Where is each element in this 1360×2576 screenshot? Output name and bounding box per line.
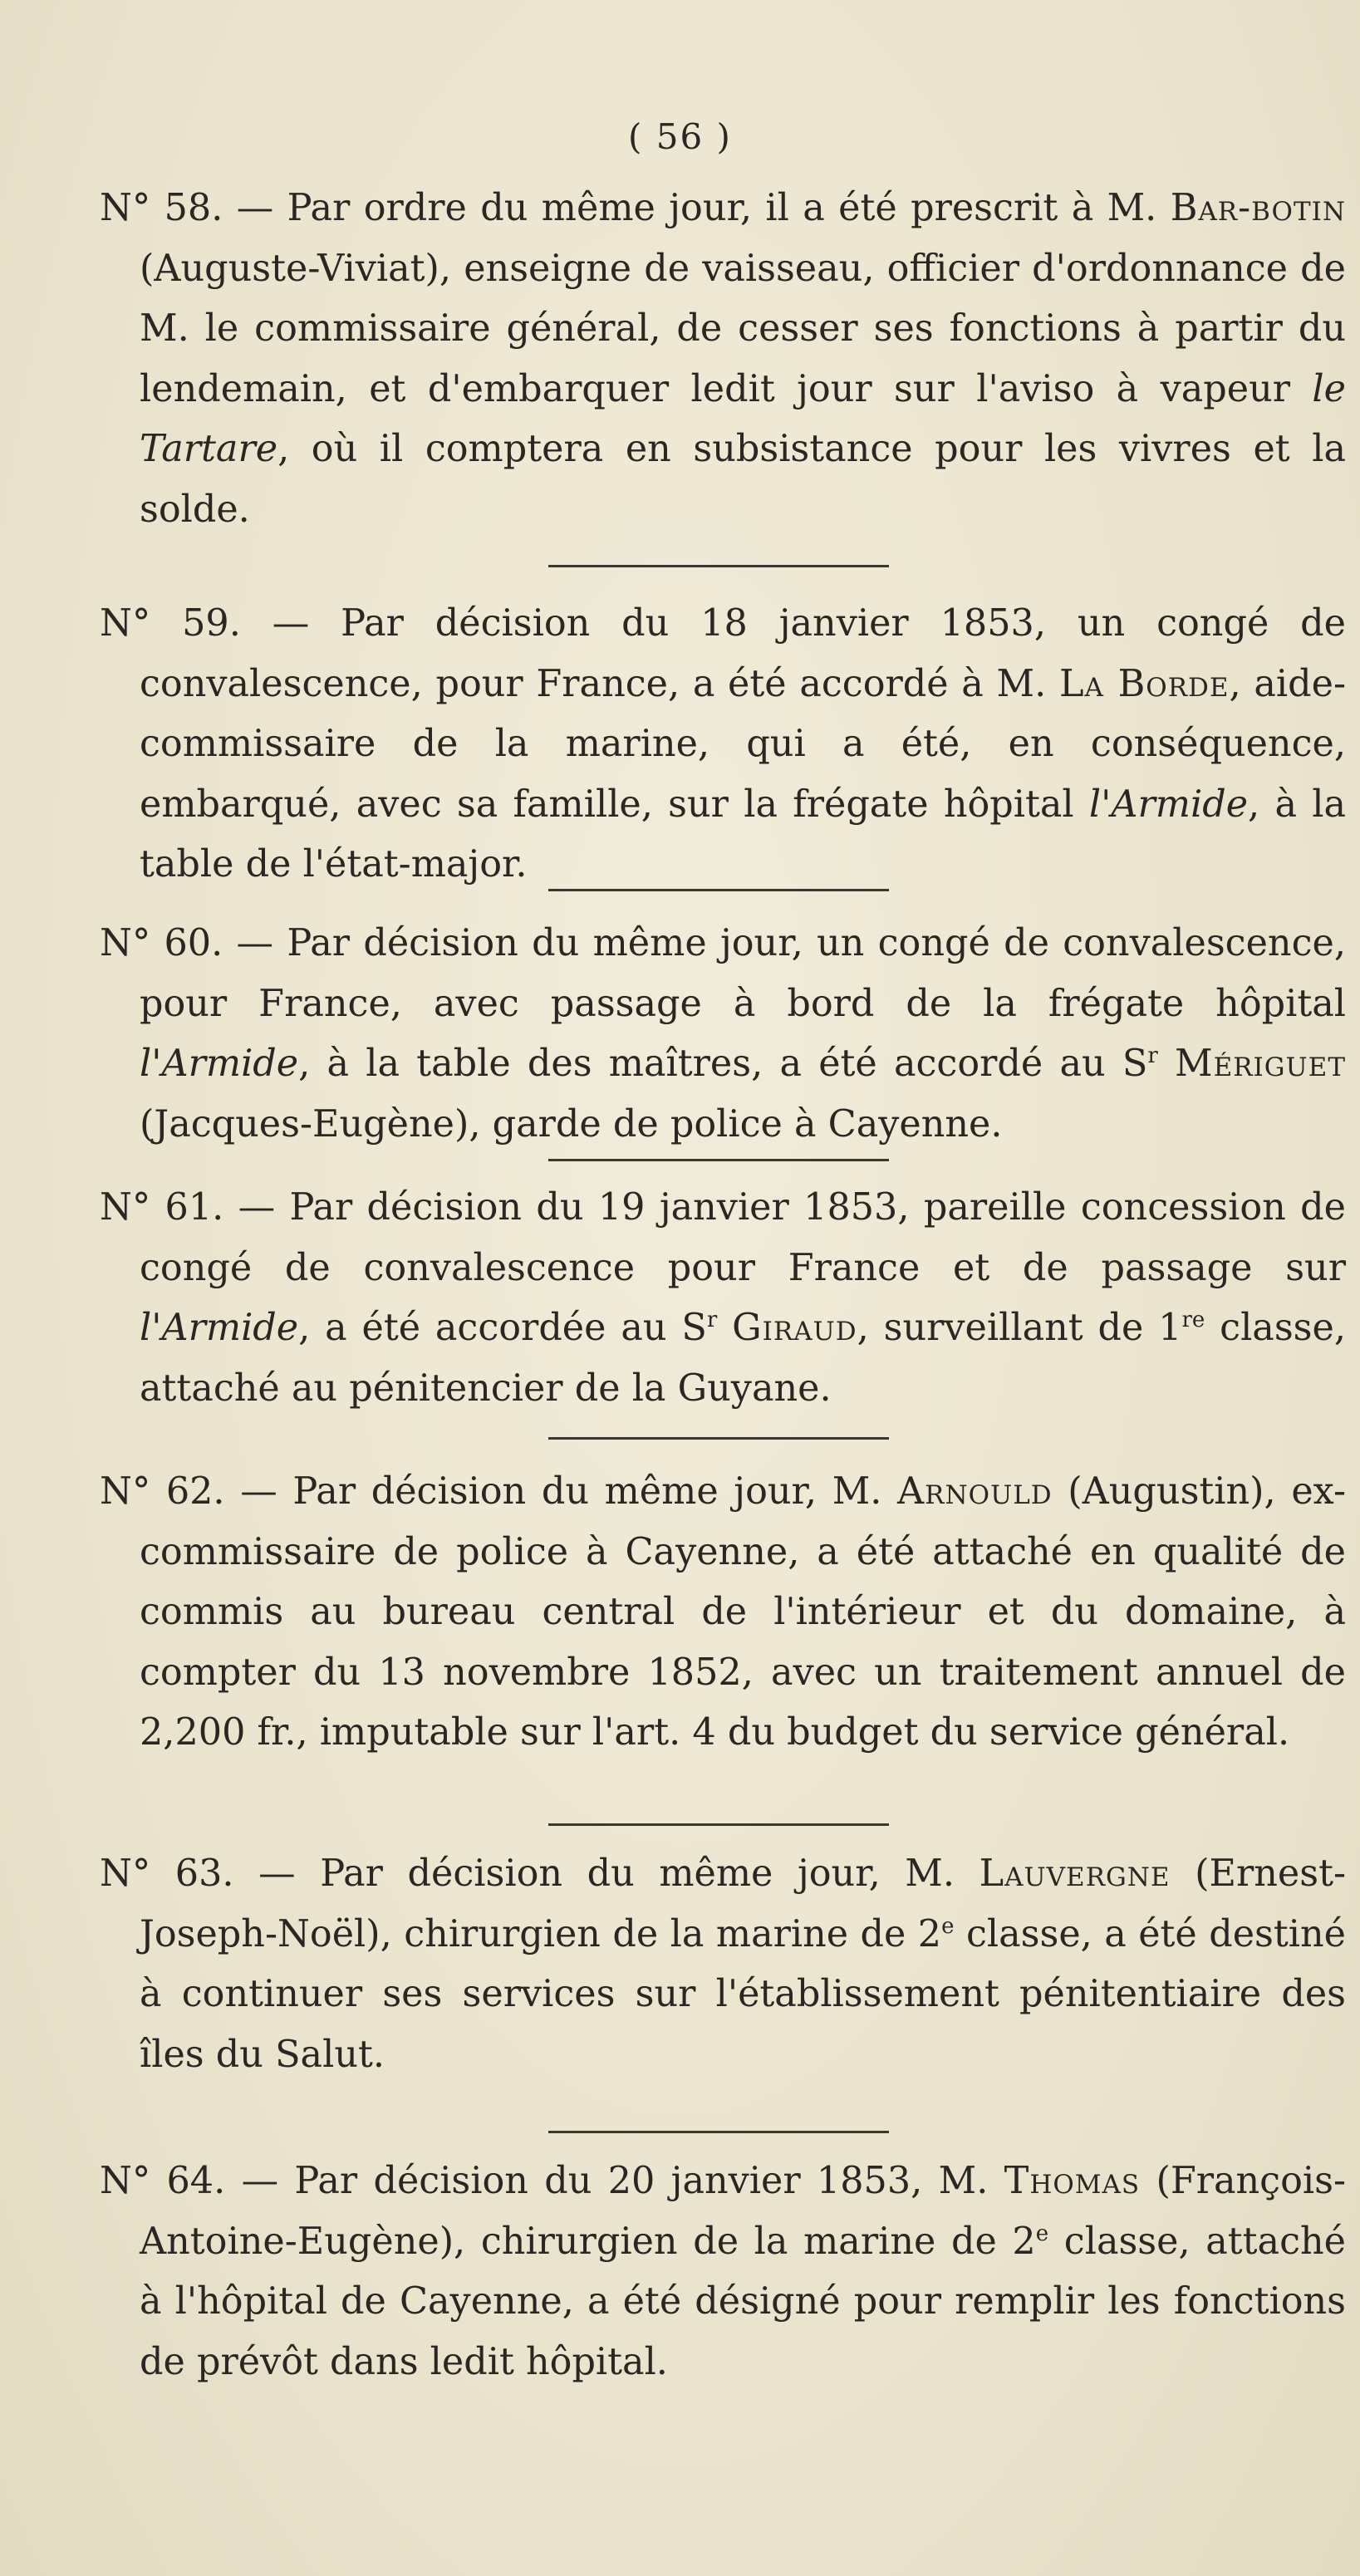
entry-64 — [100, 2152, 1346, 2392]
entry-62-text: N° 62. — Par décision du même jour, M. Arnould (Augustin), ex-commissaire de police à Cayenne, a été attaché en qualité de commis au bureau central de l'intérieur et du domaine, à compter du 13 novembre 1852, avec un traitement annuel de 2,200 fr., imputable sur l'art. 4 du budget du service général. — [100, 1470, 1346, 1754]
person-name: Arnould — [897, 1470, 1053, 1513]
person-name: Mériguet — [1175, 1043, 1346, 1085]
ship-name: le Tartare — [140, 367, 1346, 470]
entry-58-text: N° 58. — Par ordre du même jour, il a été prescrit à M. Bar-botin (Auguste-Viviat), enseigne de vaisseau, officier d'ordonnance de M. le commissaire général, de cesser ses fonctions à partir du lendemain, et d'embarquer ledit jour sur l'aviso à vapeur le Tartare, où il comptera en subsistance pour les vivres et la solde. — [100, 187, 1346, 531]
separator-rule — [548, 1823, 889, 1826]
person-name: Giraud — [732, 1307, 857, 1349]
person-name: Lauvergne — [979, 1852, 1171, 1895]
separator-rule — [548, 889, 889, 891]
ship-name: l'Armide — [1088, 783, 1249, 826]
entry-58 — [100, 179, 1346, 540]
entry-61-text: N° 61. — Par décision du 19 janvier 1853, pareille concession de congé de convalescence pour France et de passage sur l'Armide, a été accordée au $S^r$ Giraud, surveillant de 1re classe, attaché au pénitencier de la Guyane. — [100, 1186, 1346, 1410]
entry-59-text: N° 59. — Par décision du 18 janvier 1853, un congé de convalescence, pour France, a été accordé à M. La Borde, aide-commissaire de la marine, qui a été, en conséquence, embarqué, avec sa famille, sur la frégate hôpital l'Armide, à la table de l'état-major. — [100, 602, 1347, 886]
entry-64-text: N° 64. — Par décision du 20 janvier 1853, M. Thomas (François-Antoine-Eugène), chirurgien de la marine de 2e classe, attaché à l'hôpital de Cayenne, a été désigné pour remplir les fonctions de prévôt dans ledit hôpital. — [100, 2160, 1347, 2383]
separator-rule — [548, 2131, 889, 2133]
entry-60-text: N° 60. — Par décision du même jour, un congé de convalescence, pour France, avec passage à bord de la frégate hôpital l'Armide, à la table des maîtres, a été accordé au $S^r$ Mériguet (Jacques-Eugène), garde de police à Cayenne. — [100, 922, 1346, 1146]
entry-63-text: N° 63. — Par décision du même jour, M. Lauvergne (Ernest-Joseph-Noël), chirurgien de la marine de 2e classe, a été destiné à continuer ses services sur l'établissement pénitentiaire des îles du Salut. — [100, 1852, 1347, 2076]
ship-name: l'Armide — [140, 1043, 299, 1085]
entry-number: N° 64. — [100, 2160, 226, 2202]
separator-rule — [548, 1159, 889, 1161]
entry-number: N° 60. — [100, 922, 223, 964]
entry-60 — [100, 914, 1346, 1155]
entry-number: N° 59. — [100, 602, 241, 645]
entry-number: N° 61. — [100, 1186, 224, 1229]
person-name: Bar-botin — [1170, 187, 1346, 229]
separator-rule — [548, 1437, 889, 1440]
person-name: La Borde — [1058, 662, 1230, 705]
entry-63 — [100, 1844, 1346, 2085]
entry-62 — [100, 1462, 1346, 1764]
ship-name: l'Armide — [140, 1307, 299, 1349]
entry-number: N° 58. — [100, 187, 223, 229]
entry-59 — [100, 594, 1346, 895]
page-number: ( 56 ) — [628, 116, 732, 157]
person-name: Thomas — [1004, 2160, 1141, 2202]
entry-number: N° 62. — [100, 1470, 225, 1513]
separator-rule — [548, 565, 889, 567]
entry-61 — [100, 1178, 1346, 1419]
entry-number: N° 63. — [100, 1852, 234, 1895]
